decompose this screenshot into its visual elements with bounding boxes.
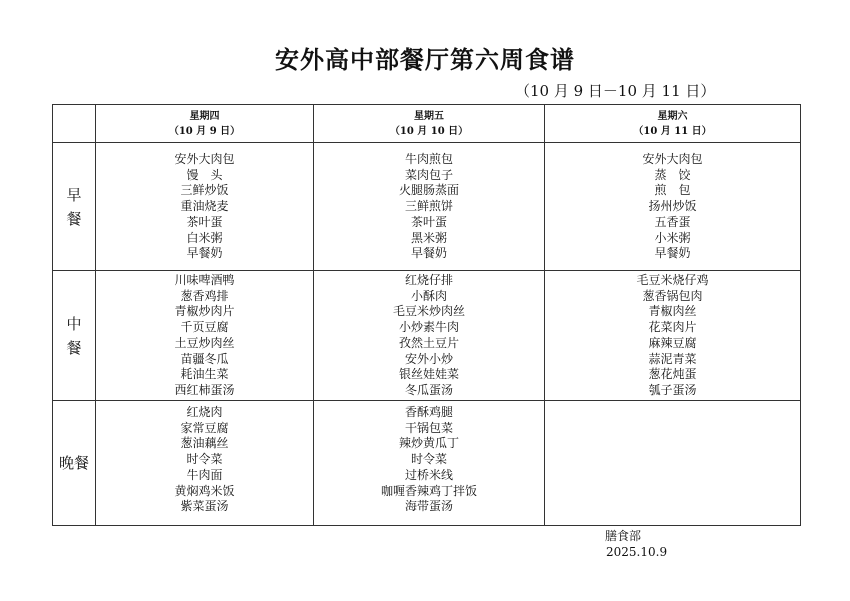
dish-item: 早餐奶 xyxy=(654,246,691,261)
breakfast-fri xyxy=(314,143,545,271)
dish-item: 麻辣豆腐 xyxy=(648,335,697,350)
dish-item: 红烧肉 xyxy=(186,405,223,419)
sign-date: 2025.10.9 xyxy=(606,545,668,559)
dish-item: 耗油生菜 xyxy=(180,367,229,382)
corner-cell xyxy=(53,105,96,143)
dish-item: 五香蛋 xyxy=(654,214,691,229)
dish-item: 小米粥 xyxy=(654,230,691,245)
dish-item: 过桥米线 xyxy=(404,467,453,482)
dish-item: 银丝娃娃菜 xyxy=(398,367,459,382)
dish-item: 葱花炖蛋 xyxy=(648,367,697,382)
day-name: 星期四 xyxy=(189,110,220,122)
lunch-fri xyxy=(314,271,545,401)
dish-item: 小炒素牛肉 xyxy=(398,320,459,335)
dish-item: 馒 头 xyxy=(186,167,223,182)
dish-item: 早餐奶 xyxy=(410,246,447,261)
lunch-thu xyxy=(96,271,314,401)
dinner-sat xyxy=(545,401,801,526)
dinner-fri xyxy=(314,401,545,526)
page-title: 安外高中部餐厅第六周食谱 xyxy=(275,45,575,74)
dish-item: 扬州炒饭 xyxy=(648,199,697,214)
meal-label-text: 晚餐 xyxy=(58,454,89,472)
dish-item: 咖喱香辣鸡丁拌饭 xyxy=(380,483,477,498)
dish-item: 花菜肉片 xyxy=(648,320,697,335)
dish-item: 安外大肉包 xyxy=(642,152,703,166)
dish-item: 紫菜蛋汤 xyxy=(180,499,229,514)
dish-item: 辣炒黄瓜丁 xyxy=(398,436,459,451)
dish-item: 蒜泥青菜 xyxy=(648,351,697,366)
dish-item: 黑米粥 xyxy=(410,230,447,245)
dish-item: 川味啤酒鸭 xyxy=(174,273,235,287)
dish-item: 重油烧麦 xyxy=(180,199,229,214)
day-date: （10 月 9 日） xyxy=(168,125,241,137)
dinner-label xyxy=(53,401,96,526)
dish-item: 青椒炒肉片 xyxy=(174,304,235,319)
dish-item: 香酥鸡腿 xyxy=(404,405,453,419)
dish-item: 安外大肉包 xyxy=(174,152,235,166)
meal-label-text: 餐 xyxy=(66,209,82,228)
meal-label-text: 早 xyxy=(66,185,82,204)
dish-item: 火腿肠蒸面 xyxy=(398,183,459,198)
dish-item: 苗疆冬瓜 xyxy=(180,351,229,366)
dish-item: 青椒肉丝 xyxy=(648,304,697,319)
dinner-row xyxy=(53,401,801,526)
signer: 膳食部 xyxy=(605,529,642,543)
dish-item: 冬瓜蛋汤 xyxy=(404,382,453,397)
dish-item: 时令菜 xyxy=(410,452,447,467)
meal-label-text: 中 xyxy=(66,314,82,333)
dinner-thu xyxy=(96,401,314,526)
lunch-label xyxy=(53,271,96,401)
dish-item: 千页豆腐 xyxy=(180,320,229,335)
dish-item: 家常豆腐 xyxy=(180,420,229,435)
day-date: （10 月 10 日） xyxy=(389,125,469,137)
day-name: 星期六 xyxy=(657,110,688,122)
dish-item: 土豆炒肉丝 xyxy=(174,335,235,350)
dish-item: 早餐奶 xyxy=(186,246,223,261)
lunch-row xyxy=(53,271,801,401)
day-header-fri xyxy=(314,105,545,143)
date-range: （10 月 9 日－10 月 11 日） xyxy=(515,82,716,100)
dish-item: 红烧仔排 xyxy=(404,273,453,287)
dish-item: 煎 包 xyxy=(654,183,691,198)
dish-item: 安外小炒 xyxy=(404,351,453,366)
dish-item: 毛豆米炒肉丝 xyxy=(392,304,465,319)
meal-label-text: 餐 xyxy=(66,338,82,357)
dish-item: 三鲜炒饭 xyxy=(180,183,229,198)
menu-table xyxy=(52,104,801,526)
dish-item: 干锅包菜 xyxy=(404,420,453,435)
header-row xyxy=(53,105,801,143)
breakfast-label xyxy=(53,143,96,271)
dish-item: 葱香鸡排 xyxy=(180,288,229,303)
day-header-sat xyxy=(545,105,801,143)
dish-item: 茶叶蛋 xyxy=(186,214,223,229)
dish-item: 时令菜 xyxy=(186,452,223,467)
dish-item: 小酥肉 xyxy=(410,288,447,303)
dish-item: 毛豆米烧仔鸡 xyxy=(636,273,709,287)
dish-item: 葱香锅包肉 xyxy=(642,288,703,303)
dish-item: 西红柿蛋汤 xyxy=(174,382,235,397)
day-name: 星期五 xyxy=(414,110,444,122)
dish-item: 瓠子蛋汤 xyxy=(648,382,697,397)
dish-item: 菜肉包子 xyxy=(404,167,453,182)
lunch-sat xyxy=(545,271,801,401)
day-date: （10 月 11 日） xyxy=(633,125,712,137)
dish-item: 海带蛋汤 xyxy=(404,499,453,514)
dish-item: 牛肉面 xyxy=(186,467,223,482)
dish-item: 白米粥 xyxy=(186,230,223,245)
dish-item: 茶叶蛋 xyxy=(410,214,447,229)
breakfast-thu xyxy=(96,143,314,271)
dish-item: 葱油藕丝 xyxy=(180,436,229,451)
breakfast-sat xyxy=(545,143,801,271)
dish-item: 蒸 饺 xyxy=(654,167,691,182)
day-header-thu xyxy=(96,105,314,143)
dish-item: 牛肉煎包 xyxy=(404,152,453,166)
dish-item: 孜然土豆片 xyxy=(398,335,459,350)
dish-item: 三鲜煎饼 xyxy=(404,199,453,214)
dish-item: 黄焖鸡米饭 xyxy=(174,483,235,498)
breakfast-row xyxy=(53,143,801,271)
